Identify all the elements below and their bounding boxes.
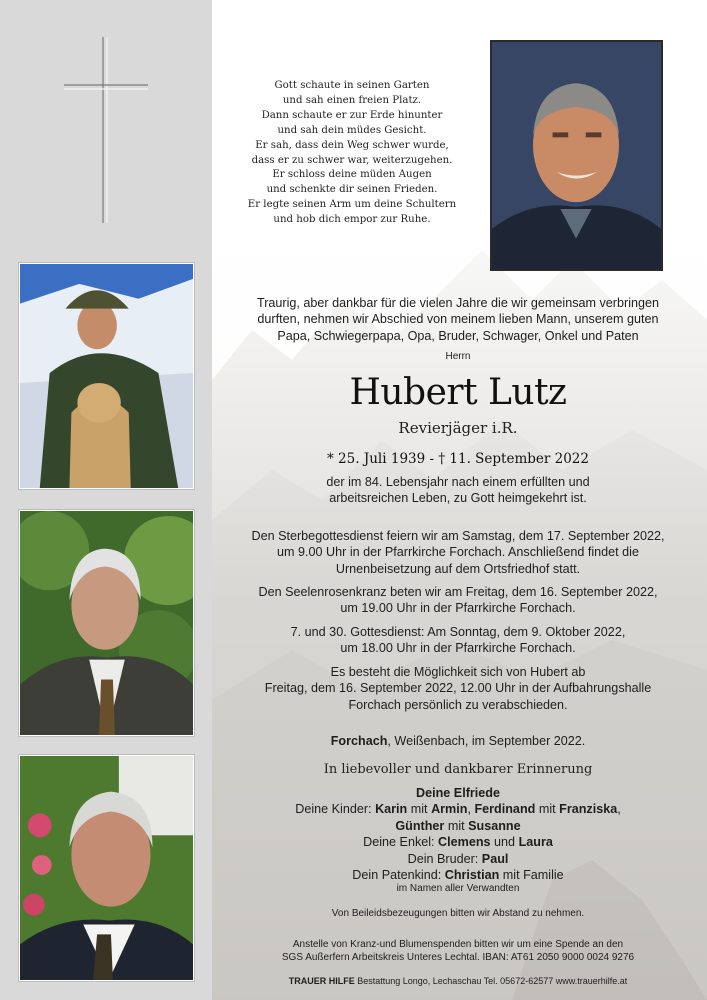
poem-line: und schenkte dir seinen Frieden. xyxy=(266,184,438,196)
family-children: Deine Kinder: Karin mit Armin, Ferdinand mit Franziska, xyxy=(295,802,621,817)
funeral-info: Den Sterbegottesdienst feiern wir am Samstag, dem 17. September 2022, um 9.00 Uhr in der Pfarrkirche Forchach. Anschließend findet die Urnenbeisetzung auf dem Ortsfriedhof statt. xyxy=(251,529,665,576)
footer-brand: TRAUER HILFE xyxy=(288,976,355,986)
poem-line: und hob dich empor zur Ruhe. xyxy=(273,214,431,226)
cross-icon xyxy=(62,35,152,225)
condolence-note: Von Beileidsbezeugungen bitten wir Abstand zu nehmen. xyxy=(331,908,585,919)
poem-line: Er sah, dass dein Weg schwer wurde, xyxy=(255,139,449,151)
memory-heading: In liebevoller und dankbarer Erinnerung xyxy=(323,762,593,777)
occupation: Revierjäger i.R. xyxy=(398,419,518,437)
viewing-info: Es besteht die Möglichkeit sich von Hubert ab Freitag, dem 16. September 2022, 12.00 Uhr in der Aufbahrungshalle Forchach persönlich zu verabschieden. xyxy=(264,665,652,712)
poem-line: und sah einen freien Platz. xyxy=(282,94,422,106)
poem-line: Er legte seinen Arm um deine Schultern xyxy=(247,199,457,211)
life-dates: * 25. Juli 1939 - † 11. September 2022 xyxy=(327,451,589,467)
poem-line: Dann schaute er zur Erde hinunter xyxy=(261,109,443,121)
relatives-note: im Namen aller Verwandten xyxy=(396,883,520,894)
portrait-photo xyxy=(490,40,663,271)
family-grandchildren: Deine Enkel: Clemens und Laura xyxy=(363,835,553,850)
photo-elderly-man-garden xyxy=(19,755,194,981)
family-wife: Deine Elfriede xyxy=(416,786,500,800)
deceased-name: Hubert Lutz xyxy=(349,372,567,413)
age-text: der im 84. Lebensjahr nach einem erfüllten und arbeitsreichen Leben, zu Gott heimgekehrt ist. xyxy=(326,475,590,506)
salutation: Herrn xyxy=(445,351,471,362)
footer-text: Bestattung Longo, Lechaschau Tel. 05672-62577 www.trauerhilfe.at xyxy=(354,976,628,986)
poem xyxy=(232,79,472,228)
family-children-2: Günther mit Susanne xyxy=(395,818,521,833)
footer xyxy=(228,975,688,987)
rosary-info: Den Seelenrosenkranz beten wir am Freitag, dem 16. September 2022, um 19.00 Uhr in der Pfarrkirche Forchach. xyxy=(258,585,658,616)
family-brother: Dein Bruder: Paul xyxy=(407,851,509,866)
family-list xyxy=(228,785,688,883)
donation-note: Anstelle von Kranz-und Blumenspenden bitten wir um eine Spende an den SGS Außerfern Arbeitskreis Unteres Lechtal. IBAN: AT61 2050 9000 0024 9276 xyxy=(281,939,635,963)
poem-line: dass er zu schwer war, weiterzugehen. xyxy=(251,154,453,166)
masses-info: 7. und 30. Gottesdienst: Am Sonntag, dem 9. Oktober 2022, um 18.00 Uhr in der Pfarrkirche Forchach. xyxy=(290,625,626,656)
poem-line: Er schloss deine müden Augen xyxy=(272,169,432,181)
family-godchild: Dein Patenkind: Christian mit Familie xyxy=(352,868,564,883)
photo-elderly-man-outdoors xyxy=(19,510,194,736)
photo-hunter-with-dog xyxy=(19,263,194,489)
poem-line: und sah dein müdes Gesicht. xyxy=(277,124,427,136)
place-date: Forchach, Weißenbach, im September 2022. xyxy=(330,734,586,748)
poem-line: Gott schaute in seinen Garten xyxy=(274,80,430,91)
intro-text: Traurig, aber dankbar für die vielen Jahre die wir gemeinsam verbringen durften, nehmen wir Abschied von meinem lieben Mann, unserem guten Papa, Schwiegerpapa, Opa, Bruder, Schwager, Onkel und Paten xyxy=(256,296,660,343)
